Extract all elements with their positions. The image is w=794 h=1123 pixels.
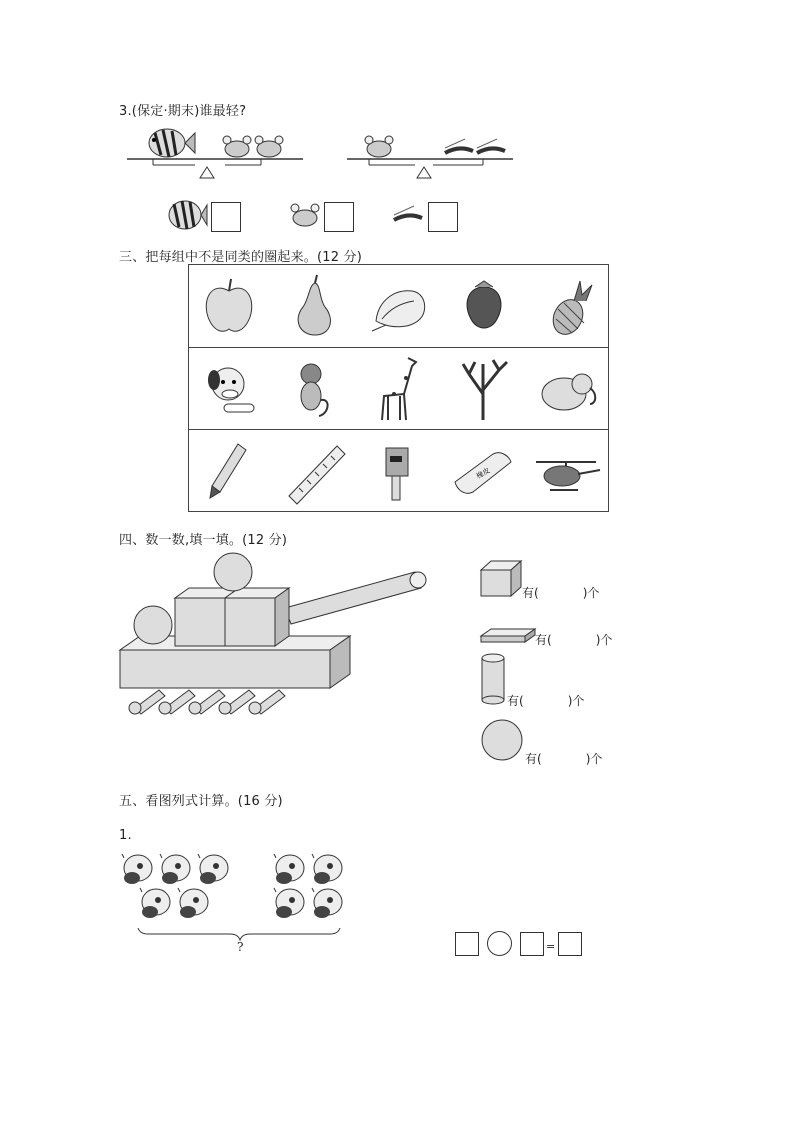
fish-icon — [165, 197, 207, 233]
cube-icon — [480, 560, 522, 598]
skull-icon — [178, 888, 208, 918]
grid-row-2 — [189, 347, 608, 430]
pear-icon[interactable] — [279, 271, 349, 341]
sphere-icon — [480, 718, 524, 762]
answer-suffix: )个 — [595, 633, 613, 647]
crab-icon — [290, 203, 320, 229]
helicopter-icon[interactable] — [534, 436, 604, 506]
answer-box-shrimp[interactable] — [428, 202, 458, 232]
answer-prefix: 有( — [522, 586, 539, 600]
cabbage-icon[interactable] — [364, 271, 434, 341]
skull-group — [118, 850, 358, 950]
tree-icon[interactable] — [449, 354, 519, 424]
giraffe-icon[interactable] — [364, 354, 434, 424]
answer-suffix: )个 — [567, 694, 585, 708]
skull-icon — [312, 854, 342, 884]
equals-sign: = — [546, 940, 556, 953]
balance-scale-1 — [125, 125, 305, 185]
answer-prefix: 有( — [507, 694, 524, 708]
cylinder-answer — [507, 692, 584, 709]
q3-title: 3.(保定·期末)谁最轻? — [119, 104, 247, 119]
answer-suffix: )个 — [585, 752, 603, 766]
grid-row-3 — [189, 429, 608, 512]
dog-icon[interactable] — [194, 354, 264, 424]
skull-icon — [140, 888, 170, 918]
eraser-icon[interactable] — [449, 436, 519, 506]
answer-box-crab[interactable] — [324, 202, 354, 232]
cuboid-answer — [535, 631, 612, 648]
skull-icon — [274, 854, 304, 884]
tank-figure — [115, 550, 435, 720]
equation-box-result[interactable] — [558, 932, 582, 956]
equation-box-1[interactable] — [455, 932, 479, 956]
grid-row-1 — [189, 265, 608, 347]
skull-icon — [312, 888, 342, 918]
shrimp-icon — [394, 208, 424, 226]
sharpener-icon[interactable] — [364, 436, 434, 506]
balance-scale-2 — [345, 125, 515, 185]
skull-icon — [160, 854, 190, 884]
monkey-icon[interactable] — [279, 354, 349, 424]
cuboid-icon — [480, 628, 536, 644]
eraser-label: 橡皮 — [475, 466, 492, 481]
fish-icon — [149, 129, 195, 157]
question-mark: ? — [237, 940, 244, 954]
skull-icon — [198, 854, 228, 884]
pineapple-icon[interactable] — [534, 271, 604, 341]
pencil-icon[interactable] — [194, 436, 264, 506]
cylinder-icon — [481, 653, 507, 705]
crab-icon — [365, 136, 393, 157]
crab-icon — [255, 136, 283, 157]
operator-circle[interactable] — [487, 931, 512, 956]
answer-suffix: )个 — [582, 586, 600, 600]
apple-icon[interactable] — [194, 271, 264, 341]
elephant-icon[interactable] — [534, 354, 604, 424]
strawberry-icon[interactable] — [449, 271, 519, 341]
equation-box-2[interactable] — [520, 932, 544, 956]
answer-prefix: 有( — [535, 633, 552, 647]
section5-title: 五、看图列式计算。(16 分) — [119, 794, 283, 809]
shrimp-icon — [445, 139, 473, 153]
answer-prefix: 有( — [525, 752, 542, 766]
answer-box-fish[interactable] — [211, 202, 241, 232]
section3-title: 三、把每组中不是同类的圈起来。(12 分) — [119, 250, 363, 265]
crab-icon — [223, 136, 251, 157]
sphere-answer — [525, 750, 602, 767]
ruler-icon[interactable] — [279, 436, 349, 506]
cube-count-blank[interactable] — [578, 584, 608, 598]
section4-title: 四、数一数,填一填。(12 分) — [119, 533, 288, 548]
skull-icon — [274, 888, 304, 918]
cube-answer — [522, 584, 599, 601]
item-1-label: 1. — [119, 828, 132, 843]
skull-icon — [122, 854, 152, 884]
classification-grid — [188, 264, 609, 512]
shrimp-icon — [477, 139, 505, 153]
